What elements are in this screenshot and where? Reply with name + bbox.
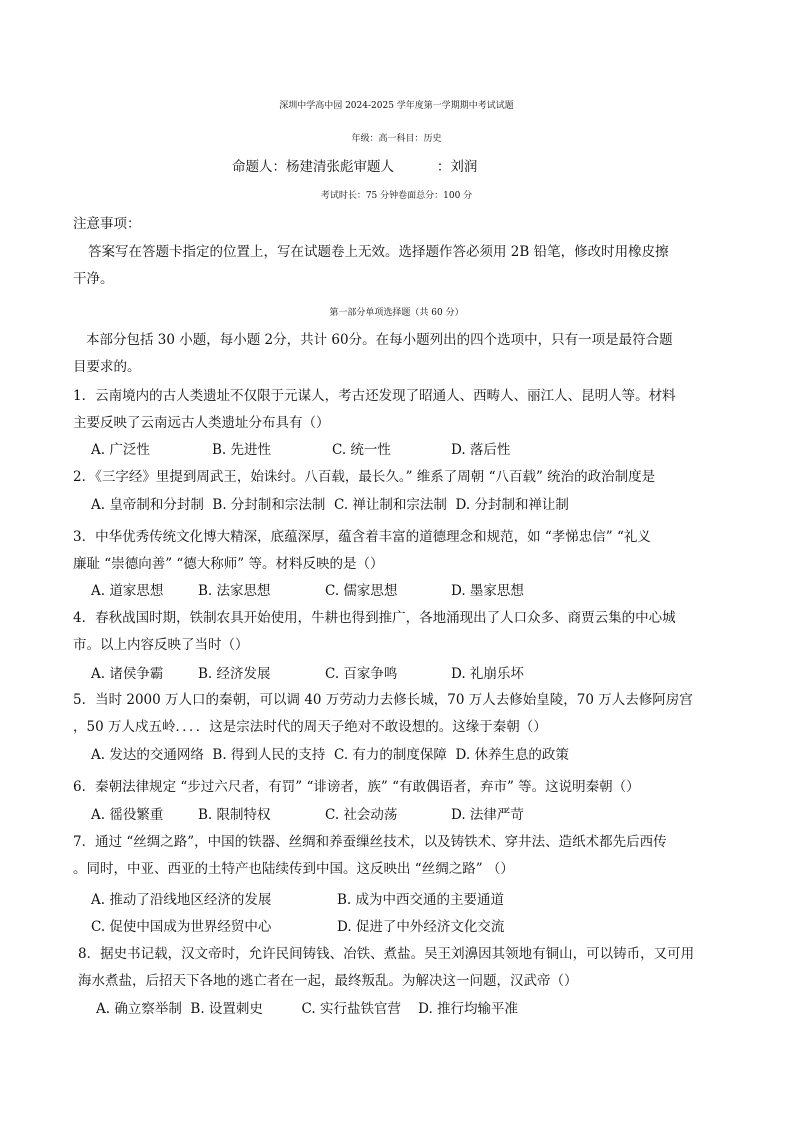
option-c: C. 儒家思想	[325, 583, 398, 599]
question-1-line-1: 1．云南境内的古人类遗址不仅限于元谋人，考古还发现了昭通人、西畴人、丽江人、昆明人等。材料	[73, 388, 676, 404]
question-7-line-2: 。同时，中亚、西亚的土特产也陆续传到中国。这反映出 “丝绸之路” （）	[73, 861, 514, 877]
notice-line-2: 干净。	[73, 271, 114, 287]
question-6-options	[91, 805, 711, 825]
option-b: B. 先进性	[212, 442, 272, 458]
question-5-line-2: ，50 万人戍五岭．．．．这是宗法时代的周天子绝对不敢设想的。这缘于秦朝（）	[73, 719, 547, 735]
question-4-line-1: 4．春秋战国时期，铁制农具开始使用，牛耕也得到推广，各地涌现出了人口众多、商贾云集的中心城	[73, 610, 676, 626]
option-b: B. 法家思想	[198, 583, 271, 599]
question-8-line-1: 8．据史书记载，汉文帝时，允许民间铸钱、冶铁、煮盐。吴王刘濞因其领地有铜山，可以铸币，又可用	[78, 946, 695, 962]
question-3-line-1: 3．中华优秀传统文化博大精深，底蕴深厚，蕴含着丰富的道德理念和规范，如 “孝悌忠信” “礼义	[73, 529, 651, 545]
section-intro-2: 目要求的。	[73, 359, 141, 375]
question-7-options-row-2	[91, 917, 711, 937]
question-3-line-2: 廉耻 “崇德向善” “德大称师” 等。材料反映的是（）	[73, 556, 384, 572]
notice-label: 注意事项：	[73, 216, 141, 232]
option-a: A. 推动了沿线地区经济的发展	[91, 892, 272, 908]
notice-line-1: 答案写在答题卡指定的位置上，写在试题卷上无效。选择题作答必须用 2B 铅笔，修改时用橡皮擦	[88, 244, 669, 260]
option-a: A. 道家思想	[91, 583, 164, 599]
authors: 命题人：杨建清张彪审题人 ：刘润	[232, 159, 478, 175]
option-a: A. 诸侯争霸	[91, 666, 164, 682]
option-b: B. 经济发展	[198, 666, 271, 682]
question-5-options: A. 发达的交通网络 B. 得到人民的支持 C. 有力的制度保障 D. 休养生息的政策	[91, 747, 569, 763]
question-7-options-row-1	[91, 890, 711, 910]
question-2-options: A. 皇帝制和分封制 B. 分封制和宗法制 C. 禅让制和宗法制 D. 分封制和禅让制	[91, 497, 569, 513]
option-d: D. 法律严苛	[451, 807, 524, 823]
option-c: C. 百家争鸣	[325, 666, 398, 682]
option-c: C. 统一性	[332, 442, 391, 458]
option-b: B. 成为中西交通的主要通道	[337, 892, 505, 908]
option-a: A. 徭役繁重	[91, 807, 164, 823]
question-7-line-1: 7．通过 “丝绸之路”，中国的铁器、丝绸和养蚕缫丝技术，以及铸铁术、穿井法、造纸术都先后西传	[73, 834, 667, 850]
option-c: C. 促使中国成为世界经贸中心	[91, 919, 272, 935]
question-6-line-1: 6．秦朝法律规定 “步过六尺者，有罚” “诽谤者，族” “有敢偶语者，弃市” 等。这说明秦朝（）	[73, 779, 640, 795]
option-b: B. 限制特权	[198, 807, 271, 823]
option-d: D. 礼崩乐坏	[451, 666, 524, 682]
question-8-options: A. 确立察举制 B. 设置刺史 C. 实行盐铁官营 D. 推行均输平准	[96, 1001, 519, 1017]
question-1-line-2: 主要反映了云南远古人类遗址分布具有（）	[73, 415, 330, 431]
option-d: D. 落后性	[451, 442, 511, 458]
exam-title: 深圳中学高中园 2024-2025 学年度第一学期期中考试试题	[279, 101, 514, 111]
option-a: A. 广泛性	[91, 442, 150, 458]
question-4-line-2: 市。以上内容反映了当时（）	[73, 637, 249, 653]
section-title: 第一部分单项选择题（共 60 分）	[329, 308, 464, 318]
question-3-options	[91, 581, 711, 601]
question-4-options	[91, 664, 711, 684]
grade-subject: 年级：高一科目：历史	[351, 134, 442, 144]
question-1-options	[91, 440, 711, 460]
option-d: D. 墨家思想	[451, 583, 524, 599]
question-5-line-1: 5．当时 2000 万人口的秦朝，可以调 40 万劳动力去修长城，70 万人去修始皇陵，70 万人去修阿房宫	[73, 692, 693, 708]
section-intro-1: 本部分包括 30 小题，每小题 2分，共计 60分。在每小题列出的四个选项中，只有一项是最符合题	[86, 332, 673, 348]
option-c: C. 社会动荡	[325, 807, 398, 823]
question-8-line-2: 海水煮盐，后招天下各地的逃亡者在一起，最终叛乱。为解决这一问题，汉武帝（）	[78, 973, 578, 989]
option-d: D. 促进了中外经济文化交流	[337, 919, 505, 935]
question-2-line-1: 2．《三字经》里提到周武王，始诛纣。八百载，最长久。” 维系了周朝 “八百载” 统治的政治制度是	[73, 469, 656, 485]
time-score: 考试时长：75 分钟卷面总分：100 分	[320, 191, 473, 201]
